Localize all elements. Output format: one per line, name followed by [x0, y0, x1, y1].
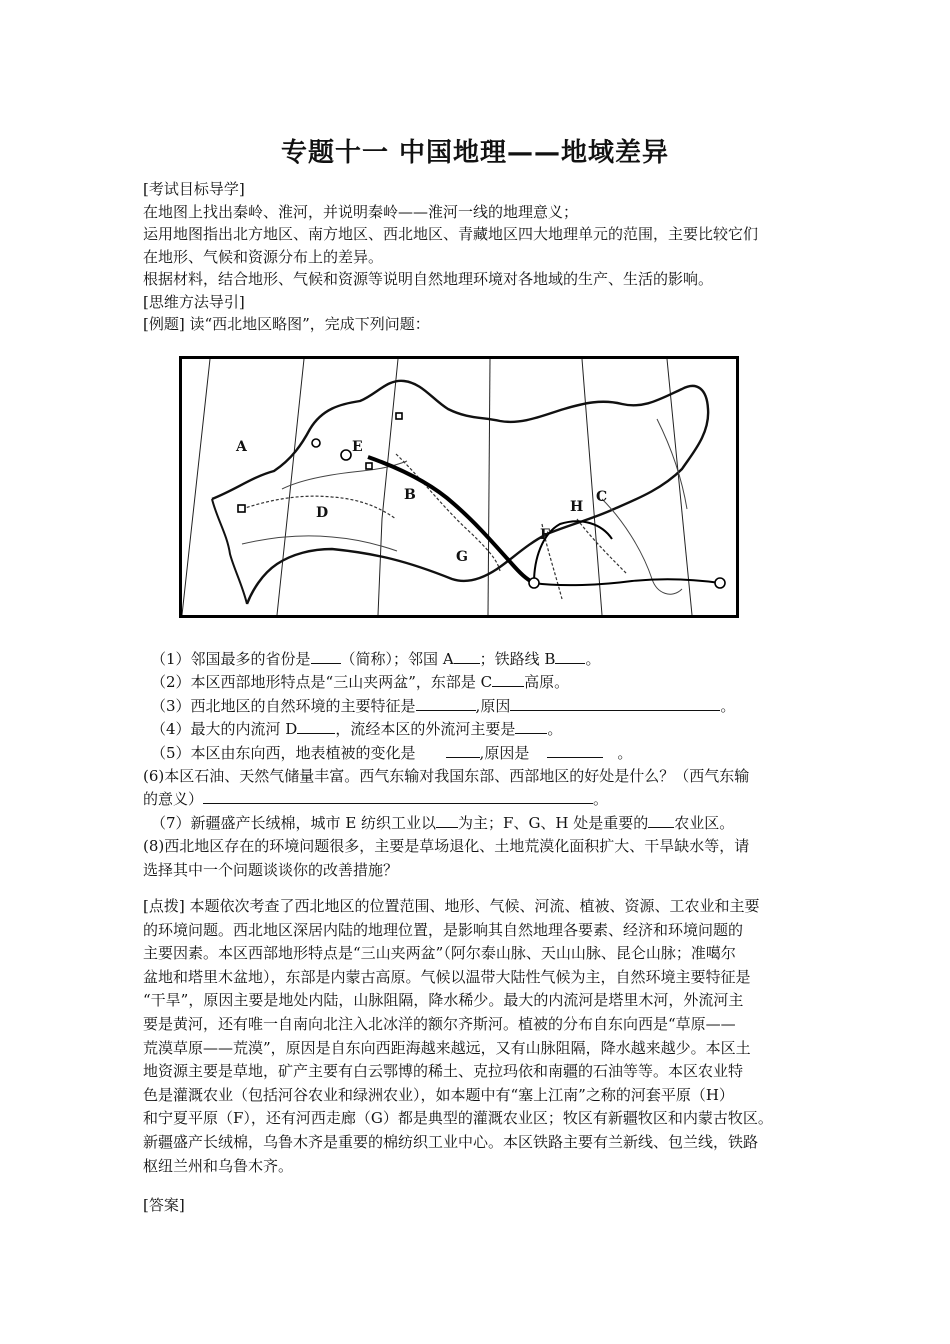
q4-blank-2[interactable]: [515, 718, 547, 734]
map-label-b: B: [404, 487, 416, 503]
q8-text-a: (8)西北地区存在的环境问题很多，主要是草场退化、土地荒漠化面积扩大、干旱缺水等，请: [143, 837, 750, 856]
question-8: [143, 835, 813, 858]
q7-blank-2[interactable]: [648, 812, 674, 828]
question-1: [143, 648, 813, 671]
q3-text-b: ,原因: [475, 696, 511, 715]
q4-blank-1[interactable]: [297, 718, 335, 734]
q1-text-d: 。: [585, 650, 601, 668]
answer-label: [答案]: [143, 1196, 185, 1214]
explanation-line: 荒漠草原——荒漠”，原因是自东向西距海越来越远，又有山脉阻隔，降水越来越少。本区土: [143, 1038, 751, 1057]
intro-line: 根据材料，结合地形、气候和资源等说明自然地理环境对各地域的生产、生活的影响。: [143, 270, 714, 288]
explanation-line: 枢纽兰州和乌鲁木齐。: [143, 1156, 294, 1175]
q7-text-c: 农业区。: [674, 813, 735, 832]
q1-text-b: （简称）；邻国 A: [340, 650, 454, 668]
explanation-line: 地资源主要是草地，矿产主要有白云鄂博的稀土、克拉玛依和南疆的石油等等。本区农业特: [143, 1062, 744, 1081]
intro-section: [143, 178, 813, 336]
question-5: [143, 742, 813, 765]
intro-line: [思维方法导引]: [143, 292, 245, 311]
intro-line: [考试目标导学]: [143, 180, 245, 198]
q1-text-c: ；铁路线 B: [479, 650, 556, 668]
q2-text-a: （2）本区西部地形特点是“三山夹两盆”，东部是 C: [151, 673, 493, 692]
page-title: 专题十一 中国地理——地域差异: [280, 138, 670, 168]
q4-text-b: ，流经本区的外流河主要是: [335, 720, 516, 739]
map-label-g: G: [456, 549, 468, 565]
q2-blank-1[interactable]: [492, 671, 524, 687]
q3-text-c: 。: [720, 696, 736, 715]
q1-blank-1[interactable]: [311, 648, 341, 664]
question-7: [143, 812, 813, 835]
q3-blank-2[interactable]: [510, 695, 720, 711]
q6-text-b: 的意义）: [143, 790, 204, 809]
map-drawing: [182, 359, 736, 615]
explanation-line: [点拨] 本题依次考查了西北地区的位置范围、地形、气候、河流、植被、资源、工农业和主要: [143, 897, 760, 915]
explanation-line: 主要因素。本区西部地形特点是“三山夹两盆”（阿尔泰山脉、天山山脉、昆仑山脉；准噶尔: [143, 944, 736, 963]
map-label-f: F: [540, 527, 550, 543]
q6-blank-1[interactable]: [203, 788, 593, 804]
explanation-line: 的环境问题。西北地区深居内陆的地理位置，是影响其自然地理各要素、经济和环境问题的: [143, 920, 744, 939]
question-list: [143, 648, 813, 882]
intro-line: 运用地图指出北方地区、南方地区、西北地区、青藏地区四大地理单元的范围，主要比较它们: [143, 225, 759, 243]
q5-text-b: ,原因是: [479, 743, 530, 762]
explanation-line: 新疆盛产长绒棉，乌鲁木齐是重要的棉纺织工业中心。本区铁路主要有兰新线、包兰线，铁路: [143, 1132, 759, 1151]
question-6-cont: [143, 788, 813, 811]
explanation-line: 要是黄河，还有唯一自南向北注入北冰洋的额尔齐斯河。植被的分布自东向西是“草原——: [143, 1014, 736, 1033]
q6-text-a: (6)本区石油、天然气储量丰富。西气东输对我国东部、西部地区的好处是什么？（西气东输: [143, 767, 750, 786]
question-3: [143, 695, 813, 718]
explanation-line: “干旱”，原因主要是地处内陆，山脉阻隔，降水稀少。最大的内流河是塔里木河，外流河主: [143, 991, 744, 1010]
map-label-c: C: [596, 489, 608, 505]
northwest-region-map: [179, 356, 739, 618]
q5-text-c: 。: [617, 743, 633, 762]
question-2: [143, 671, 813, 694]
q7-blank-1[interactable]: [436, 812, 458, 828]
q7-text-b: 为主；F、G、H 处是重要的: [458, 813, 649, 832]
q1-blank-3[interactable]: [555, 648, 585, 664]
explanation-paragraph: [143, 895, 811, 1178]
q8-text-b: 选择其中一个问题谈谈你的改善措施？: [143, 860, 399, 879]
q6-text-c: 。: [593, 790, 609, 809]
q3-blank-1[interactable]: [416, 695, 476, 711]
intro-line: 在地形、气候和资源分布上的差异。: [143, 247, 384, 266]
intro-line: [例题] 读“西北地区略图”，完成下列问题：: [143, 315, 430, 333]
q5-text-a: （5）本区由东向西，地表植被的变化是: [151, 743, 416, 762]
explanation-line: 盆地和塔里木盆地），东部是内蒙古高原。气候以温带大陆性气候为主，自然环境主要特征是: [143, 967, 751, 986]
explanation-line: 色是灌溉农业（包括河谷农业和绿洲农业），如本题中有“塞上江南”之称的河套平原（H）: [143, 1085, 734, 1104]
q5-blank-1[interactable]: [446, 742, 480, 758]
question-8-cont: [143, 859, 813, 882]
map-label-a: A: [236, 439, 247, 455]
explanation-line: 和宁夏平原（F），还有河西走廊（G）都是典型的灌溉农业区；牧区有新疆牧区和内蒙古牧区。: [143, 1109, 773, 1128]
q3-text-a: （3）西北地区的自然环境的主要特征是: [151, 696, 416, 715]
map-label-h: H: [570, 499, 584, 515]
q7-text-a: （7）新疆盛产长绒棉，城市 E 纺织工业以: [151, 813, 437, 832]
q2-text-b: 高原。: [524, 673, 570, 692]
question-4: [143, 718, 813, 741]
q4-text-a: （4）最大的内流河 D: [151, 720, 298, 739]
q1-text-a: （1）邻国最多的省份是: [151, 650, 311, 668]
q4-text-c: 。: [547, 720, 563, 739]
intro-line: 在地图上找出秦岭、淮河，并说明秦岭——淮河一线的地理意义；: [143, 202, 579, 221]
map-label-e: E: [352, 439, 363, 455]
q5-blank-2[interactable]: [547, 742, 603, 758]
map-label-d: D: [316, 505, 329, 521]
question-6: [143, 765, 813, 788]
q1-blank-2[interactable]: [454, 648, 480, 664]
